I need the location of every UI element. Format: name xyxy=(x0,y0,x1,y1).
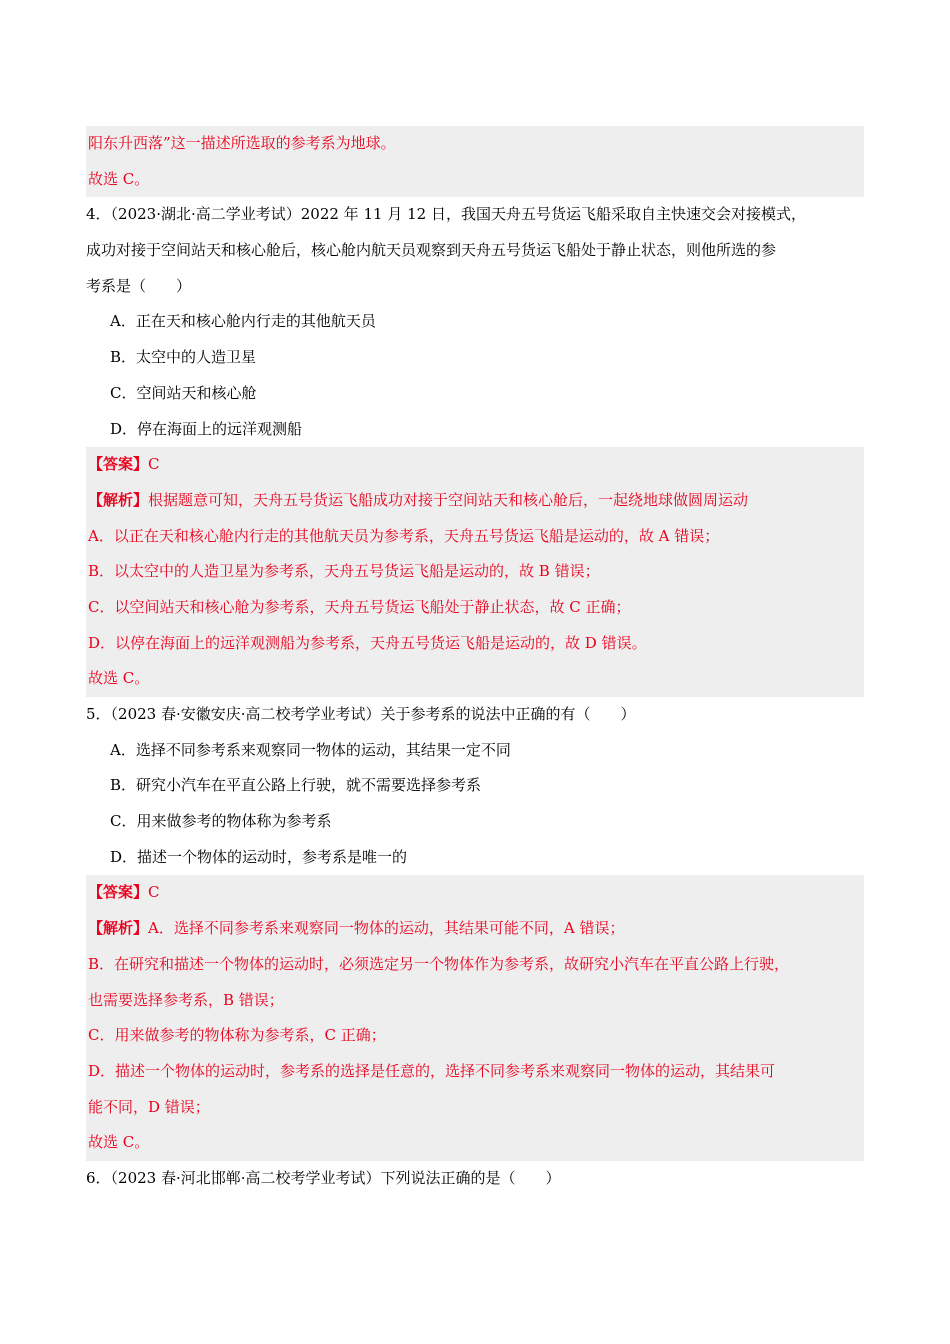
q5-option-a: A．选择不同参考系来观察同一物体的运动，其结果一定不同 xyxy=(110,740,511,759)
q5-analysis-label: 【解析】 xyxy=(88,919,149,938)
q4-option-d: D．停在海面上的远洋观测船 xyxy=(110,419,303,438)
q6-stem-line-1: 6．（2023 春·河北邯郸·高二校考学业考试）下列说法正确的是（ ） xyxy=(86,1168,561,1187)
q5-stem-line-1: 5．（2023 春·安徽安庆·高二校考学业考试）关于参考系的说法中正确的有（ ） xyxy=(86,705,636,723)
question-6 xyxy=(86,1161,864,1197)
q5-analysis-line-2: B．在研究和描述一个物体的运动时，必须选定另一个物体作为参考系，故研究小汽车在平直公路上行驶， xyxy=(88,954,790,973)
prev-answer-line-2: 故选 C。 xyxy=(88,169,150,188)
q4-analysis-line-3: B．以太空中的人造卫星为参考系，天舟五号货运飞船是运动的，故 B 错误； xyxy=(88,562,600,581)
q4-analysis-line-1 xyxy=(86,483,864,519)
q5-analysis-line-4: C．用来做参考的物体称为参考系，C 正确； xyxy=(88,1026,386,1045)
q5-answer-line xyxy=(86,875,864,911)
q5-answer-block xyxy=(86,875,864,1161)
q4-answer-block xyxy=(86,447,864,697)
q5-analysis-line-5: D．描述一个物体的运动时，参考系的选择是任意的，选择不同参考系来观察同一物体的运动，其结果可 xyxy=(88,1061,776,1080)
q4-stem-line-2: 成功对接于空间站天和核心舱后，核心舱内航天员观察到天舟五号货运飞船处于静止状态，则他所选的参 xyxy=(86,241,777,260)
q4-stem-line-1: 4．（2023·湖北·高二学业考试）2022 年 11 月 12 日，我国天舟五号货运飞船采取自主快速交会对接模式， xyxy=(86,205,806,224)
q5-analysis-line-7: 故选 C。 xyxy=(88,1133,150,1152)
q4-answer-value: C xyxy=(148,455,160,474)
question-4 xyxy=(86,197,864,447)
q4-analysis-line-4: C．以空间站天和核心舱为参考系，天舟五号货运飞船处于静止状态，故 C 正确； xyxy=(88,597,631,616)
q4-analysis-line-6: 故选 C。 xyxy=(88,669,150,688)
q5-analysis-line-6: 能不同，D 错误； xyxy=(88,1097,210,1116)
q4-answer-line xyxy=(86,447,864,483)
prev-answer-line-1: 阳东升西落”这一描述所选取的参考系为地球。 xyxy=(88,134,396,152)
q5-answer-label: 【答案】 xyxy=(88,883,149,902)
q5-option-c: C．用来做参考的物体称为参考系 xyxy=(110,812,332,831)
q5-answer-value: C xyxy=(148,883,160,902)
q4-analysis-line-5: D．以停在海面上的远洋观测船为参考系，天舟五号货运飞船是运动的，故 D 错误。 xyxy=(88,633,647,652)
q4-option-c: C．空间站天和核心舱 xyxy=(110,383,257,402)
prev-answer-block xyxy=(86,126,864,197)
q5-analysis-line-3: 也需要选择参考系，B 错误； xyxy=(88,990,284,1009)
question-5 xyxy=(86,697,864,875)
document-page xyxy=(86,126,864,1197)
q5-analysis-line-1 xyxy=(86,911,864,947)
q4-analysis-label: 【解析】 xyxy=(88,490,149,509)
q4-analysis-line-2: A．以正在天和核心舱内行走的其他航天员为参考系，天舟五号货运飞船是运动的，故 A 错误； xyxy=(88,526,720,545)
q5-analysis-text: A．选择不同参考系来观察同一物体的运动，其结果可能不同，A 错误； xyxy=(148,919,625,938)
q4-analysis-text: 根据题意可知，天舟五号货运飞船成功对接于空间站天和核心舱后，一起绕地球做圆周运动 xyxy=(148,490,749,509)
q4-option-b: B．太空中的人造卫星 xyxy=(110,348,257,367)
q5-option-b: B．研究小汽车在平直公路上行驶，就不需要选择参考系 xyxy=(110,776,482,795)
q4-stem-line-3: 考系是（ ） xyxy=(86,276,192,295)
q5-option-d: D．描述一个物体的运动时，参考系是唯一的 xyxy=(110,847,408,866)
q4-option-a: A．正在天和核心舱内行走的其他航天员 xyxy=(110,312,376,331)
q4-answer-label: 【答案】 xyxy=(88,455,149,474)
